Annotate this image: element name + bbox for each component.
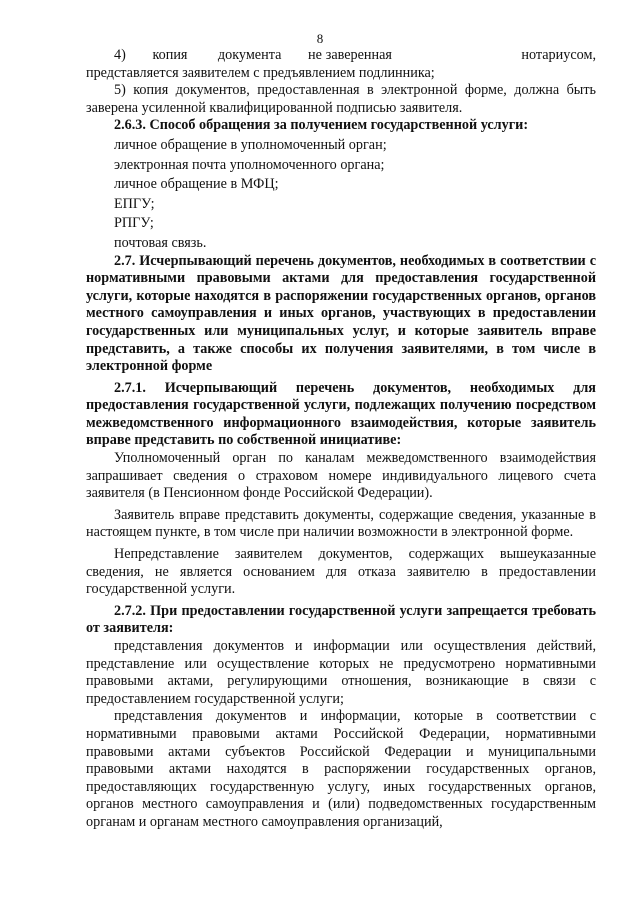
paragraph: личное обращение в МФЦ; [114,176,279,193]
paragraph: Уполномоченный орган по каналам межведомственного взаимодействия запрашивает сведения о страховом номере индивидуального лицевого счета заявителя (в Пенсионном фонде Российской Федерации). [86,450,596,502]
paragraph: Заявитель вправе представить документы, содержащие сведения, указанные в настоящем пункте, в том числе при наличии возможности в электронной форме. [86,506,596,541]
paragraph: представления документов и информации или осуществления действий, представление или осуществление которых не предусмотрено нормативными правовыми актами, регулирующими отношения, возникающие в связи с предоставлением государственной услуги; [86,638,596,707]
paragraph: электронная почта уполномоченного органа; [114,156,385,173]
paragraph: 4) копия документа не заверенная нотариусом, представляется заявителем с предъявлением подлинника; [86,47,596,81]
paragraph: РПГУ; [114,215,154,232]
section-heading: 2.7.2. При предоставлении государственной услуги запрещается требовать от заявителя: [86,602,596,637]
section-heading: 2.6.3. Способ обращения за получением государственной услуги: [114,117,529,134]
paragraph: 5) копия документов, предоставленная в электронной форме, должна быть заверена усиленной квалифицированной подписью заявителя. [86,82,596,116]
paragraph: личное обращение в уполномоченный орган; [114,136,387,153]
paragraph: представления документов и информации, которые в соответствии с нормативными правовыми актами Российской Федерации, нормативными правовыми актами субъектов Российской Федерации и муниципальными правовыми актами находятся в распоряжении государственных органов, предоставляющих государственную услугу, иных государственных органов, органов местного самоуправления и (или) подведомственных государственным органам и органам местного самоуправления организаций, [86,708,596,830]
page-number: 8 [316,31,324,46]
section-heading: 2.7.1. Исчерпывающий перечень документов, необходимых для предоставления государственной услуги, подлежащих получению посредством межведомственного информационного взаимодействия, которые заявитель вправе представить по собственной инициативе: [86,379,596,449]
paragraph: ЕПГУ; [114,195,155,212]
paragraph: Непредставление заявителем документов, содержащих вышеуказанные сведения, не является основанием для отказа заявителю в предоставлении государственной услуги. [86,546,596,598]
section-heading: 2.7. Исчерпывающий перечень документов, необходимых в соответствии с нормативными правовыми актами для предоставления государственной услуги, которые находятся в распоряжении государственных органов, органов местного самоуправления и иных органов, участвующих в предоставлении государственных или муниципальных услуг, и которые заявитель вправе представить, а также способы их получения заявителями, в том числе в электронной форме [86,252,596,375]
document-body [86,47,596,832]
paragraph: почтовая связь. [114,234,207,251]
